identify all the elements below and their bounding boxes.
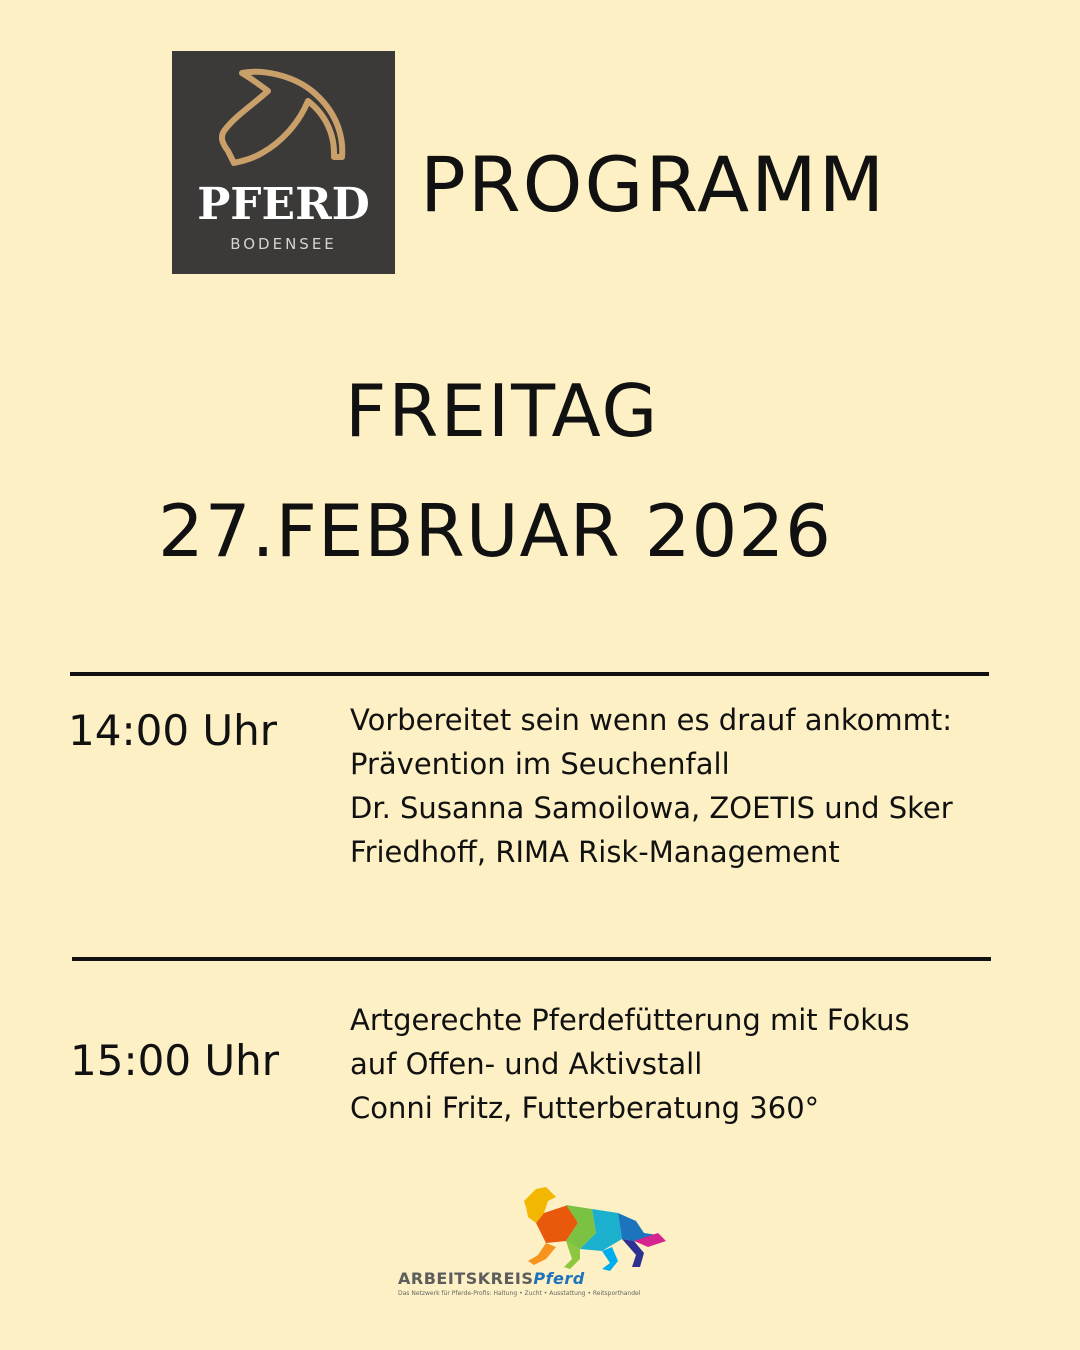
divider	[72, 957, 991, 961]
divider	[70, 672, 989, 676]
pferd-bodensee-logo	[172, 51, 395, 274]
session-line: Dr. Susanna Samoilowa, ZOETIS und Sker	[350, 791, 953, 825]
page-title: PROGRAMM	[420, 140, 887, 229]
arbeitskreis-pferd-logo	[396, 1183, 686, 1303]
event-date: 27.FEBRUAR 2026	[158, 489, 832, 573]
footer-logo-word-2: Pferd	[533, 1269, 585, 1288]
session-time: 14:00 Uhr	[68, 706, 278, 755]
event-day: FREITAG	[345, 369, 660, 453]
session-line: Prävention im Seuchenfall	[350, 747, 730, 781]
logo-sub-text: BODENSEE	[230, 235, 337, 253]
rainbow-horse-icon	[396, 1183, 686, 1273]
session-line: Vorbereitet sein wenn es drauf ankommt:	[350, 703, 953, 737]
footer-logo-word-1: ARBEITSKREIS	[398, 1269, 534, 1288]
footer-logo-tagline: Das Netzwerk für Pferde-Profis: Haltung • Zucht • Ausstattung • Reitsporthandel	[398, 1290, 641, 1297]
session-line: auf Offen- und Aktivstall	[350, 1047, 703, 1081]
session-line: Friedhoff, RIMA Risk-Management	[350, 835, 840, 869]
session-description	[350, 698, 1030, 874]
session-line: Artgerechte Pferdefütterung mit Fokus	[350, 1003, 910, 1037]
logo-brand-text: PFERD	[197, 179, 370, 230]
session-time: 15:00 Uhr	[70, 1036, 280, 1085]
session-description	[350, 998, 1030, 1130]
footer-logo-wordmark	[398, 1269, 585, 1288]
session-line: Conni Fritz, Futterberatung 360°	[350, 1091, 820, 1125]
